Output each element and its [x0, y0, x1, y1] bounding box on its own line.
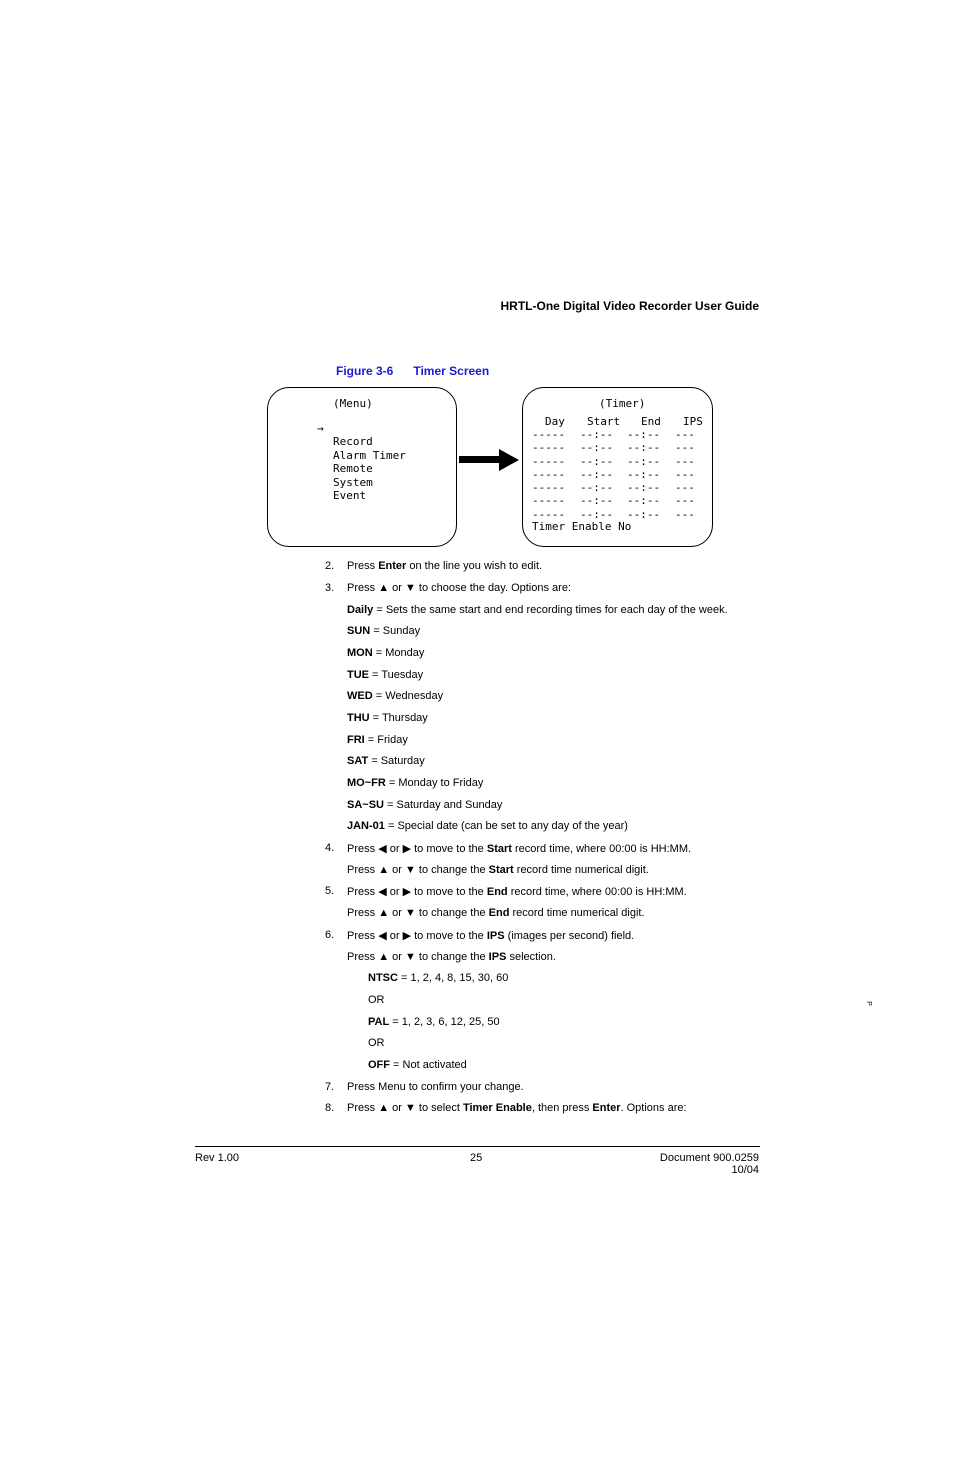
- timer-cell-start: --:--: [580, 467, 614, 481]
- figure-title: Timer Screen: [413, 364, 490, 378]
- left-arrow-icon: ◀: [378, 886, 387, 898]
- step-text: Press ◀ or ▶ to move to the Start record time, where 00:00 is HH:MM.: [347, 843, 692, 855]
- day-option-key: SAT: [347, 755, 369, 767]
- col-ips: IPS: [683, 415, 703, 428]
- timer-table: [523, 428, 714, 521]
- up-arrow-icon: ▲: [378, 1102, 390, 1114]
- day-option-key: FRI: [347, 734, 365, 746]
- timer-cell-start: --:--: [580, 454, 614, 468]
- day-option-desc: = Special date (can be set to any day of the year): [384, 820, 628, 832]
- page-header: HRTL-One Digital Video Recorder User Guide: [500, 299, 759, 313]
- timer-cell-ips: ---: [675, 467, 695, 481]
- timer-cell-day: -----: [532, 467, 566, 481]
- timer-cell-start: --:--: [580, 481, 614, 495]
- up-arrow-icon: ▲: [378, 951, 390, 963]
- menu-item-label: Alarm: [333, 448, 367, 462]
- figure-label: Figure 3-6: [336, 364, 394, 378]
- col-day: Day: [545, 415, 565, 428]
- timer-row: [523, 441, 714, 454]
- timer-row: [523, 481, 714, 494]
- timer-screen: [522, 387, 713, 547]
- menu-item-remote: [317, 462, 406, 475]
- menu-item-label: System: [333, 475, 373, 489]
- timer-screen-title: (Timer): [599, 397, 646, 410]
- menu-item-alarm: [317, 449, 406, 462]
- day-option-desc: = Saturday and Sunday: [384, 799, 503, 811]
- day-option-desc: = Saturday: [368, 755, 425, 767]
- day-option-key: THU: [347, 712, 370, 724]
- timer-enable-status: Timer Enable No: [532, 520, 632, 533]
- menu-item-label: Record: [333, 435, 373, 449]
- footer-document-number: Document 900.0259: [659, 1152, 759, 1164]
- day-option-key: SUN: [347, 625, 371, 637]
- figure-caption: [336, 364, 489, 378]
- timer-cell-start: --:--: [580, 441, 614, 455]
- step-number: 3.: [325, 582, 335, 594]
- day-option-key: MO~FR: [347, 777, 386, 789]
- footer-page-number: 25: [470, 1152, 483, 1164]
- day-option-key: WED: [347, 690, 373, 702]
- step-number: 7.: [325, 1081, 335, 1093]
- menu-item-label: Remote: [333, 462, 373, 476]
- timer-cell-end: --:--: [627, 494, 661, 508]
- timer-cell-day: -----: [532, 494, 566, 508]
- footer-document: [660, 1152, 759, 1176]
- timer-cell-day: -----: [532, 507, 566, 521]
- timer-cell-ips: ---: [675, 494, 695, 508]
- left-arrow-icon: ◀: [378, 843, 387, 855]
- timer-cell-end: --:--: [627, 507, 661, 521]
- step-number: 6.: [325, 929, 335, 941]
- footer-date: 10/04: [731, 1164, 759, 1176]
- menu-screen-title: (Menu): [333, 397, 373, 410]
- timer-cell-ips: ---: [675, 428, 695, 441]
- timer-cell-end: --:--: [627, 481, 661, 495]
- timer-row: [523, 455, 714, 468]
- menu-list: [317, 422, 406, 502]
- timer-cell-ips: ---: [675, 507, 695, 521]
- menu-item-label: Timer: [372, 448, 406, 462]
- down-arrow-icon: ▼: [404, 907, 416, 919]
- timer-cell-start: --:--: [580, 428, 614, 441]
- day-option-key: TUE: [347, 669, 369, 681]
- menu-item-system: [317, 476, 406, 489]
- day-option-desc: = Thursday: [369, 712, 428, 724]
- timer-cell-ips: ---: [675, 454, 695, 468]
- step-text: Press ▲ or ▼ to select Timer Enable, then press Enter. Options are:: [347, 1102, 687, 1114]
- timer-row: [523, 428, 714, 441]
- day-option-key: JAN-01: [347, 820, 385, 832]
- step-number: 8.: [325, 1102, 335, 1114]
- menu-item-event: [317, 489, 406, 502]
- timer-cell-day: -----: [532, 454, 566, 468]
- down-arrow-icon: ▼: [404, 951, 416, 963]
- menu-item-label: Event: [333, 488, 367, 502]
- timer-cell-end: --:--: [627, 467, 661, 481]
- day-option-desc: = Sets the same start and end recording times for each day of the week.: [373, 604, 728, 616]
- margin-mark: P: [864, 1001, 872, 1006]
- footer-revision: Rev 1.00: [195, 1152, 240, 1164]
- down-arrow-icon: ▼: [404, 864, 416, 876]
- day-option-desc: = Wednesday: [372, 690, 444, 702]
- day-option-desc: = Sunday: [370, 625, 421, 637]
- col-start: Start: [587, 415, 621, 428]
- down-arrow-icon: ▼: [404, 582, 416, 594]
- day-option-key: SA~SU: [347, 799, 384, 811]
- timer-cell-start: --:--: [580, 494, 614, 508]
- step-number: 5.: [325, 885, 335, 897]
- col-end: End: [641, 415, 661, 428]
- step-text: Press ◀ or ▶ to move to the IPS (images per second) field.: [347, 930, 635, 942]
- step-text: Press ◀ or ▶ to move to the End record time, where 00:00 is HH:MM.: [347, 886, 687, 898]
- up-arrow-icon: ▲: [378, 864, 390, 876]
- timer-cell-day: -----: [532, 481, 566, 495]
- up-arrow-icon: ▲: [378, 907, 390, 919]
- menu-screen: [267, 387, 457, 547]
- right-arrow-icon: ▶: [402, 930, 412, 942]
- day-option-key: Daily: [347, 604, 374, 616]
- step-text: Press Enter on the line you wish to edit.: [347, 560, 543, 572]
- step-text: Press ▲ or ▼ to change the Start record time numerical digit.: [347, 864, 649, 876]
- day-option-desc: = Monday to Friday: [385, 777, 484, 789]
- step-number: 4.: [325, 842, 335, 854]
- timer-cell-start: --:--: [580, 507, 614, 521]
- left-arrow-icon: ◀: [378, 930, 387, 942]
- timer-cell-ips: ---: [675, 481, 695, 495]
- right-arrow-icon: ▶: [402, 843, 412, 855]
- timer-row: [523, 494, 714, 507]
- timer-cell-end: --:--: [627, 441, 661, 455]
- down-arrow-icon: ▼: [404, 1102, 416, 1114]
- step-text: Press Menu to confirm your change.: [347, 1081, 524, 1093]
- menu-item-record: [317, 435, 406, 448]
- menu-cursor-arrow-icon: →: [317, 422, 324, 435]
- day-option-desc: = Tuesday: [369, 669, 424, 681]
- step-number: 2.: [325, 560, 335, 572]
- day-option-desc: = Monday: [372, 647, 425, 659]
- timer-cell-day: -----: [532, 428, 566, 441]
- step-text: Press ▲ or ▼ to change the End record time numerical digit.: [347, 907, 645, 919]
- up-arrow-icon: ▲: [378, 582, 390, 594]
- timer-cell-end: --:--: [627, 428, 661, 441]
- step-text: Press ▲ or ▼ to change the IPS selection.: [347, 951, 556, 963]
- step-text: Press ▲ or ▼ to choose the day. Options are:: [347, 582, 571, 594]
- timer-table-header: [523, 415, 714, 428]
- day-option-key: MON: [347, 647, 373, 659]
- timer-cell-ips: ---: [675, 441, 695, 455]
- timer-cell-day: -----: [532, 441, 566, 455]
- footer-rule: [195, 1146, 760, 1147]
- timer-cell-end: --:--: [627, 454, 661, 468]
- right-arrow-icon: ▶: [402, 886, 412, 898]
- timer-row: [523, 468, 714, 481]
- day-option-desc: = Friday: [364, 734, 408, 746]
- right-arrow-icon: [459, 449, 519, 471]
